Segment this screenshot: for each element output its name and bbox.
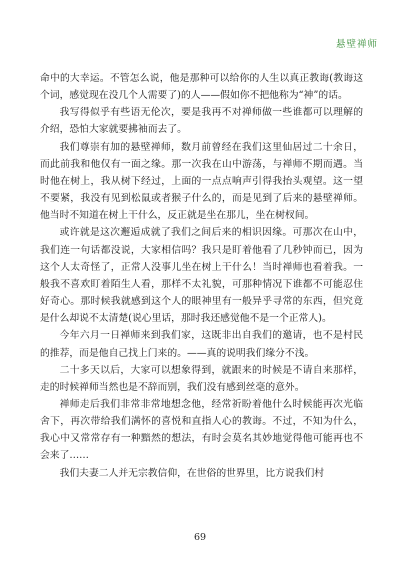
paragraph: 今年六月一日禅师来到我们家，这既非出自我们的邀请，也不是村民的推荐，而是他自己找上门来的。——真的说明我们缘分不浅。 [40, 330, 363, 359]
body-text [40, 70, 363, 482]
paragraph: 我们夫妻二人并无宗教信仰，在世俗的世界里，比方说我们村 [59, 467, 325, 479]
paragraph: 命中的大幸运。不管怎么说，他是那种可以给你的人生以真正教诲(教诲这个词，感觉现在没几个人需要了)的人——假如你不把他称为“神”的话。 [40, 73, 363, 102]
paragraph: 我写得似乎有些语无伦次，要是我再不对禅师做一些谁都可以理解的介绍，恐怕大家就要拂袖而去了。 [40, 107, 363, 136]
page-number: 69 [193, 532, 207, 543]
paragraph: 我们尊崇有加的悬壁禅师，数月前曾经在我们这里仙居过二十余日，而此前我和他仅有一面之缘。那一次我在山中游荡，与禅师不期而遇。当时他在树上，我从树下经过，上面的一点点响声引得我抬头观望。这一望不要紧，我没有见到松鼠或者猴子什么的，而是见到了后来的悬壁禅师。他当时不知道在树上干什么，反正就是坐在那儿，坐在树杈间。 [40, 141, 363, 222]
paragraph: 或许就是这次邂逅成就了我们之间后来的相识因缘。可那次在山中，我们连一句话都没说，大家相信吗？我只是盯着他看了几秒钟而已，因为这个人太奇怪了，正常人没事儿坐在树上干什么！当时禅师也看着我。一般我不喜欢盯着陌生人看，那样不太礼貌，可那种情况下谁都不可能忍住好奇心。那时候我就感到这个人的眼神里有一般异乎寻常的东西，但究竟是什么却说不太清楚(说心里话，那时我还感觉他不是一个正常人)。 [40, 227, 363, 325]
paragraph: 禅师走后我们非常非常地想念他，经常祈盼着他什么时候能再次光临舍下，再次带给我们满怀的喜悦和直指人心的教诲。不过，不知为什么，我心中又常常存有一种黯然的想法，有时会莫名其妙地觉得他可能再也不会来了…… [40, 398, 363, 462]
paragraph: 二十多天以后，大家可以想象得到，就跟来的时候是不请自来那样，走的时候禅师当然也是不辞而别，我们没有感到丝毫的意外。 [40, 364, 363, 393]
running-header-title: 悬壁禅师 [335, 39, 378, 50]
